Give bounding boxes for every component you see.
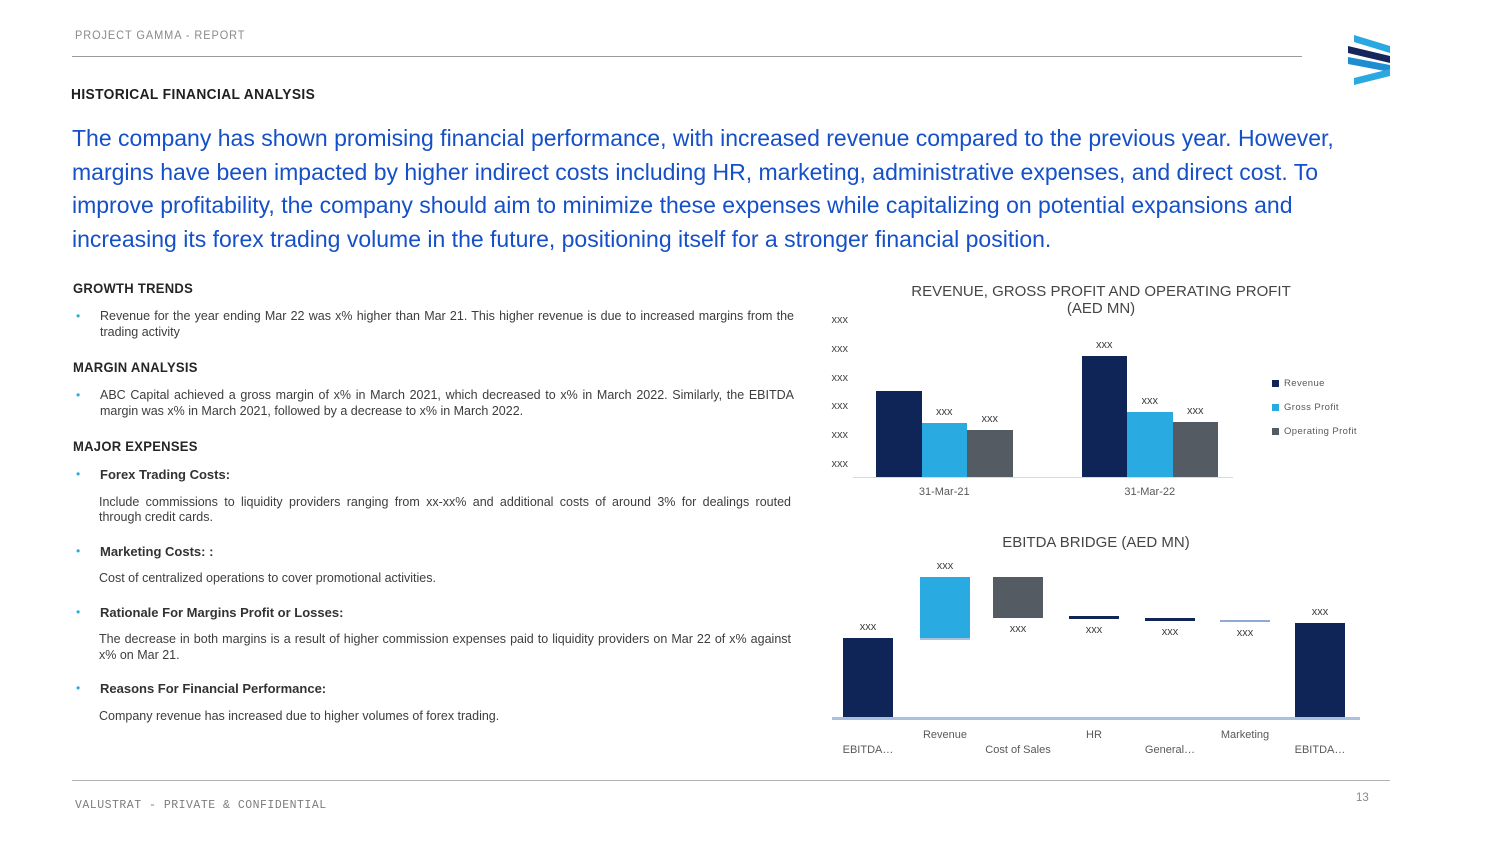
x-axis-label: General… <box>1144 744 1196 756</box>
bar-value-label: xxx <box>1236 627 1254 639</box>
revenue-profit-chart <box>810 278 1392 504</box>
chart-title: EBITDA BRIDGE (AED MN) <box>1002 534 1190 551</box>
bullet-lead: Rationale For Margins Profit or Losses: <box>100 604 344 620</box>
bar-value-label: xxx <box>1311 606 1329 618</box>
legend-item-revenue <box>1272 378 1357 389</box>
bar-value-label: xxx <box>1187 405 1204 417</box>
legend-item-operating-profit <box>1272 426 1357 437</box>
x-axis-label: HR <box>1086 729 1102 741</box>
bullet-lead: Reasons For Financial Performance: <box>100 681 327 696</box>
bar-operating-profit-31-mar-21 <box>967 430 1013 477</box>
x-axis-label: EBITDA… <box>842 744 894 756</box>
chart-title <box>810 283 1392 317</box>
ebitda-bridge-chart <box>820 530 1402 765</box>
section-heading-margin-analysis: MARGIN ANALYSIS <box>73 359 198 375</box>
y-axis-tick: xxx <box>831 314 848 326</box>
bar-revenue-31-mar-22 <box>1082 356 1128 477</box>
x-axis-label: Cost of Sales <box>985 744 1051 756</box>
list-item <box>73 544 795 560</box>
footer-divider <box>72 780 1390 781</box>
legend-label: Gross Profit <box>1284 402 1339 413</box>
list-item <box>73 681 795 697</box>
bullet-icon: • <box>76 604 81 619</box>
bar-value-label: xxx <box>936 560 954 572</box>
bar-value-label: xxx <box>1141 395 1158 407</box>
waterfall-bar-hr <box>1069 616 1119 619</box>
list-item <box>73 388 795 419</box>
legend-swatch <box>1272 404 1279 411</box>
y-axis-tick: xxx <box>831 458 848 470</box>
legend-label: Revenue <box>1284 378 1325 389</box>
bar-value-label: xxx <box>936 406 953 418</box>
header-divider <box>72 56 1302 57</box>
bar-value-label: xxx <box>981 413 998 425</box>
bar-revenue-31-mar-21 <box>876 391 922 477</box>
x-axis-label: 31-Mar-22 <box>1124 486 1176 498</box>
bar-value-label: xxx <box>1009 623 1027 635</box>
legend-swatch <box>1272 380 1279 387</box>
waterfall-bar-ebitda <box>1295 623 1345 717</box>
analysis-column <box>73 278 795 742</box>
bullet-paragraph: Include commissions to liquidity providers ranging from xx-xx% and additional costs of around 3% for dealings routed through credit cards. <box>99 494 791 524</box>
intro-paragraph: The company has shown promising financial performance, with increased revenue compared to the previous year. However, margins have been impacted by higher indirect costs including HR, marketing, administrative expenses, and direct cost. To improve profitability, the company should aim to minimize these expenses while capitalizing on potential expansions and increasing its forex trading volume in the future, positioning itself for a stronger financial position. <box>72 125 1334 252</box>
y-axis-tick: xxx <box>831 429 848 442</box>
bar-gross-profit-31-mar-22 <box>1127 412 1173 477</box>
x-axis-label: 31-Mar-21 <box>918 486 970 498</box>
legend-item-gross-profit <box>1272 402 1357 413</box>
valustrat-logo-icon <box>1346 33 1390 87</box>
bullet-lead: Forex Trading Costs: <box>100 467 231 482</box>
bullet-paragraph: Company revenue has increased due to higher volumes of forex trading. <box>99 708 500 723</box>
bullet-icon: • <box>76 309 81 323</box>
chart-legend <box>1272 378 1357 450</box>
list-item <box>73 467 795 483</box>
waterfall-bar-marketing <box>1220 620 1270 622</box>
section-heading-major-expenses: MAJOR EXPENSES <box>73 438 198 454</box>
waterfall-bar-revenue <box>920 577 970 640</box>
bar-operating-profit-31-mar-22 <box>1173 422 1219 477</box>
bar-value-label: xxx <box>1161 626 1179 638</box>
bullet-icon: • <box>76 681 81 695</box>
bar-value-label: xxx <box>1085 624 1103 636</box>
bullet-text: Revenue for the year ending Mar 22 was x% higher than Mar 21. This higher revenue is due to increased margins from the trading activity <box>100 309 794 339</box>
bullet-lead: Marketing Costs: : <box>100 543 214 559</box>
bullet-paragraph: The decrease in both margins is a result of higher commission expenses paid to liquidity providers on Mar 22 of x% against x% on Mar 21. <box>99 632 791 662</box>
bullet-text: ABC Capital achieved a gross margin of x% in March 2021, which decreased to x% in March 2022. Similarly, the EBITDA margin was x% in March 2021, followed by a decrease to x% in March 2022. <box>100 388 794 418</box>
legend-swatch <box>1272 428 1279 435</box>
y-axis-tick: xxx <box>831 342 848 355</box>
legend-label: Operating Profit <box>1284 426 1357 437</box>
list-item <box>73 605 795 621</box>
chart-title-line2: (AED MN) <box>1066 300 1136 317</box>
bar-value-label: xxx <box>1096 339 1113 351</box>
bullet-icon: • <box>76 467 81 481</box>
chart-title-line1: REVENUE, GROSS PROFIT AND OPERATING PROFIT <box>911 283 1291 300</box>
bullet-paragraph: Cost of centralized operations to cover promotional activities. <box>99 571 436 585</box>
y-axis-tick: xxx <box>831 400 848 413</box>
waterfall-bar-ebitda <box>843 638 893 717</box>
section-heading-growth-trends: GROWTH TRENDS <box>73 280 194 296</box>
x-axis-label: Revenue <box>922 729 968 741</box>
page-title: HISTORICAL FINANCIAL ANALYSIS <box>71 87 316 103</box>
baseline <box>832 717 1360 720</box>
y-axis-tick: xxx <box>831 371 848 384</box>
waterfall-bar-general <box>1145 618 1195 621</box>
x-axis-label: EBITDA… <box>1294 744 1346 756</box>
waterfall-bar-cost-of-sales <box>993 577 1043 618</box>
list-item <box>73 309 795 340</box>
bullet-icon: • <box>76 543 81 558</box>
bar-value-label: xxx <box>859 621 877 633</box>
x-axis-line <box>853 477 1233 478</box>
bullet-icon: • <box>76 388 81 402</box>
page-header-title: PROJECT GAMMA - REPORT <box>75 30 246 42</box>
bar-gross-profit-31-mar-21 <box>922 423 968 477</box>
footer-confidential: VALUSTRAT - PRIVATE & CONFIDENTIAL <box>75 799 327 812</box>
x-axis-label: Marketing <box>1220 729 1270 741</box>
page-number: 13 <box>1356 792 1369 804</box>
